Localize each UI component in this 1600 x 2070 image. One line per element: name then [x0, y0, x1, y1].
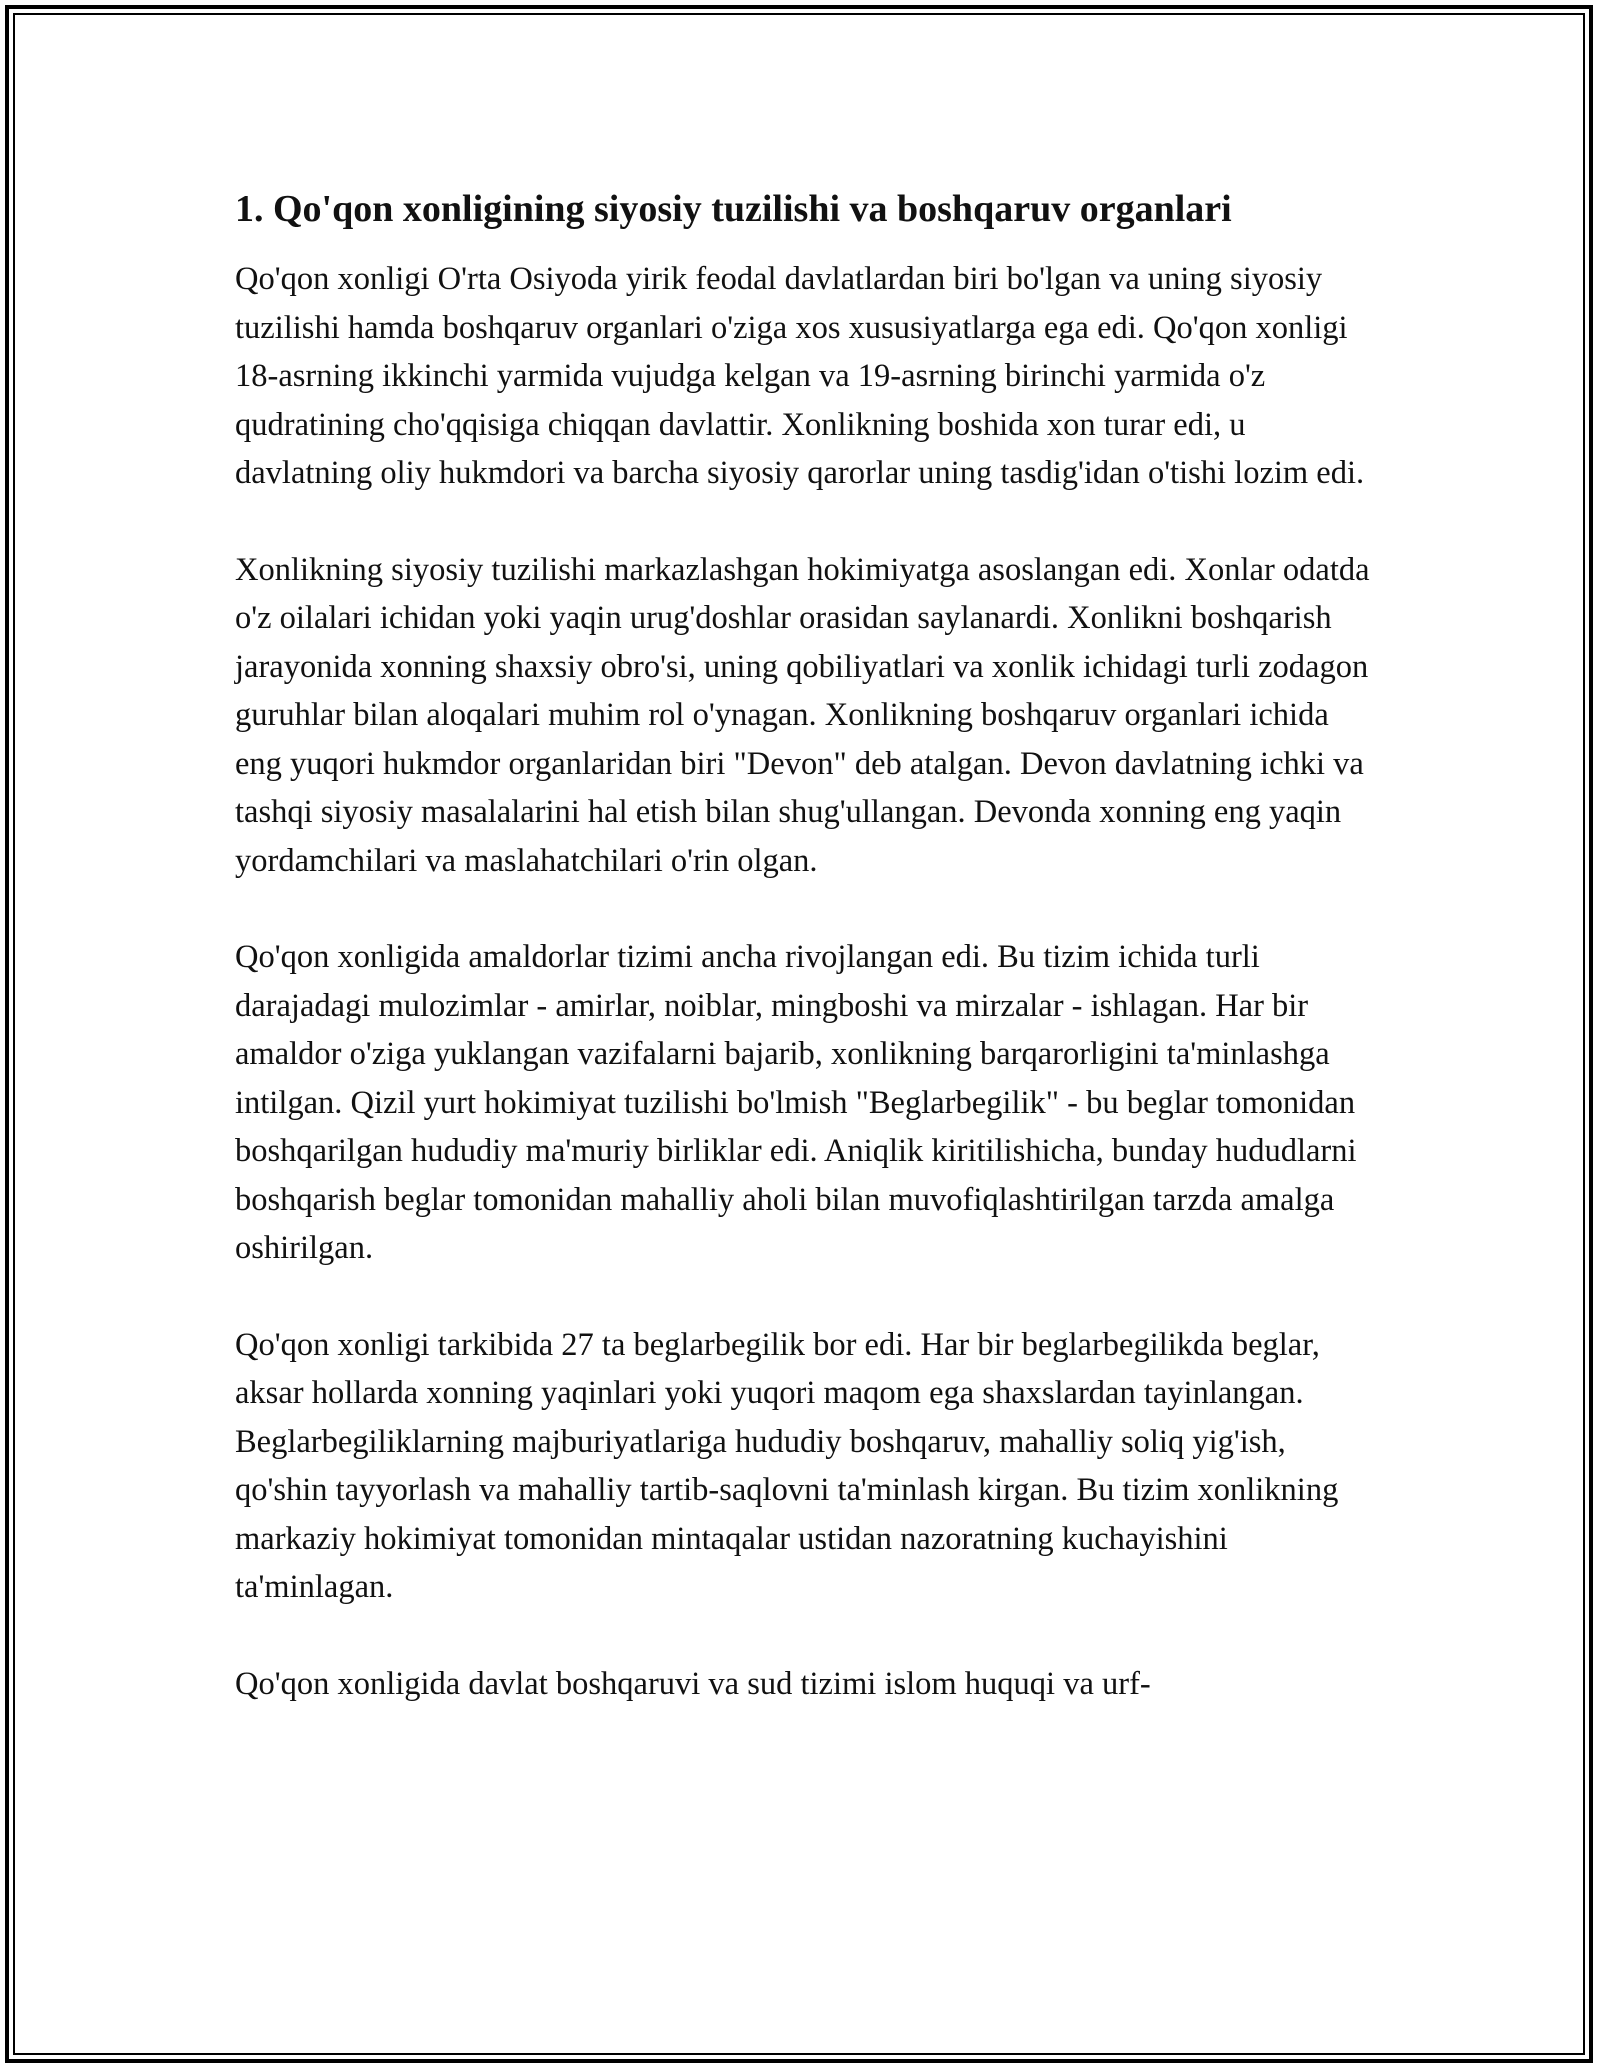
- paragraph-3: Qo'qon xonligida amaldorlar tizimi ancha rivojlangan edi. Bu tizim ichida turli darajadagi mulozimlar - amirlar, noiblar, mingboshi va mirzalar - ishlagan. Har bir amaldor o'ziga yuklangan vazifalarni bajarib, xonlikning barqarorligini ta'minlashga intilgan. Qizil yurt hokimiyat tuzilishi bo'lmish "Beglarbegilik" - bu beglar tomonidan boshqarilgan hududiy ma'muriy birliklar edi. Aniqlik kiritilishicha, bunday hududlarni boshqarish beglar tomonidan mahalliy aholi bilan muvofiqlashtirilgan tarzda amalga oshirilgan.: [235, 939, 1357, 1266]
- document-body: [235, 185, 1375, 1756]
- paragraph-4: Qo'qon xonligi tarkibida 27 ta beglarbegilik bor edi. Har bir beglarbegilikda beglar, aksar hollarda xonning yaqinlari yoki yuqori maqom ega shaxslardan tayinlangan. Beglarbegiliklarning majburiyatlariga hududiy boshqaruv, mahalliy soliq yig'ish, qo'shin tayyorlash va mahalliy tartib-saqlovni ta'minlash kirgan. Bu tizim xonlikning markaziy hokimiyat tomonidan mintaqalar ustidan nazoratning kuchayishini ta'minlagan.: [235, 1326, 1339, 1605]
- paragraph-2: Xonlikning siyosiy tuzilishi markazlashgan hokimiyatga asoslangan edi. Xonlar odatda o'z oilalari ichidan yoki yaqin urug'doshlar orasidan saylanardi. Xonlikni boshqarish jarayonida xonning shaxsiy obro'si, uning qobiliyatlari va xonlik ichidagi turli zodagon guruhlar bilan aloqalari muhim rol o'ynagan. Xonlikning boshqaruv organlari ichida eng yuqori hukmdor organlaridan biri "Devon" deb atalgan. Devon davlatning ichki va tashqi siyosiy masalalarini hal etish bilan shug'ullangan. Devonda xonning eng yaqin yordamchilari va maslahatchilari o'rin olgan.: [235, 551, 1370, 879]
- paragraph-5: Qo'qon xonligida davlat boshqaruvi va sud tizimi islom huquqi va urf-: [235, 1665, 1151, 1702]
- paragraph-1: Qo'qon xonligi O'rta Osiyoda yirik feodal davlatlardan biri bo'lgan va uning siyosiy tuzilishi hamda boshqaruv organlari o'ziga xos xususiyatlarga ega edi. Qo'qon xonligi 18-asrning ikkinchi yarmida vujudga kelgan va 19-asrning birinchi yarmida o'z qudratining cho'qqisiga chiqqan davlattir. Xonlikning boshida xon turar edi, u davlatning oliy hukmdori va barcha siyosiy qarorlar uning tasdig'idan o'tishi lozim edi.: [235, 261, 1365, 491]
- section-title: 1. Qo'qon xonligining siyosiy tuzilishi va boshqaruv organlari: [235, 188, 1232, 230]
